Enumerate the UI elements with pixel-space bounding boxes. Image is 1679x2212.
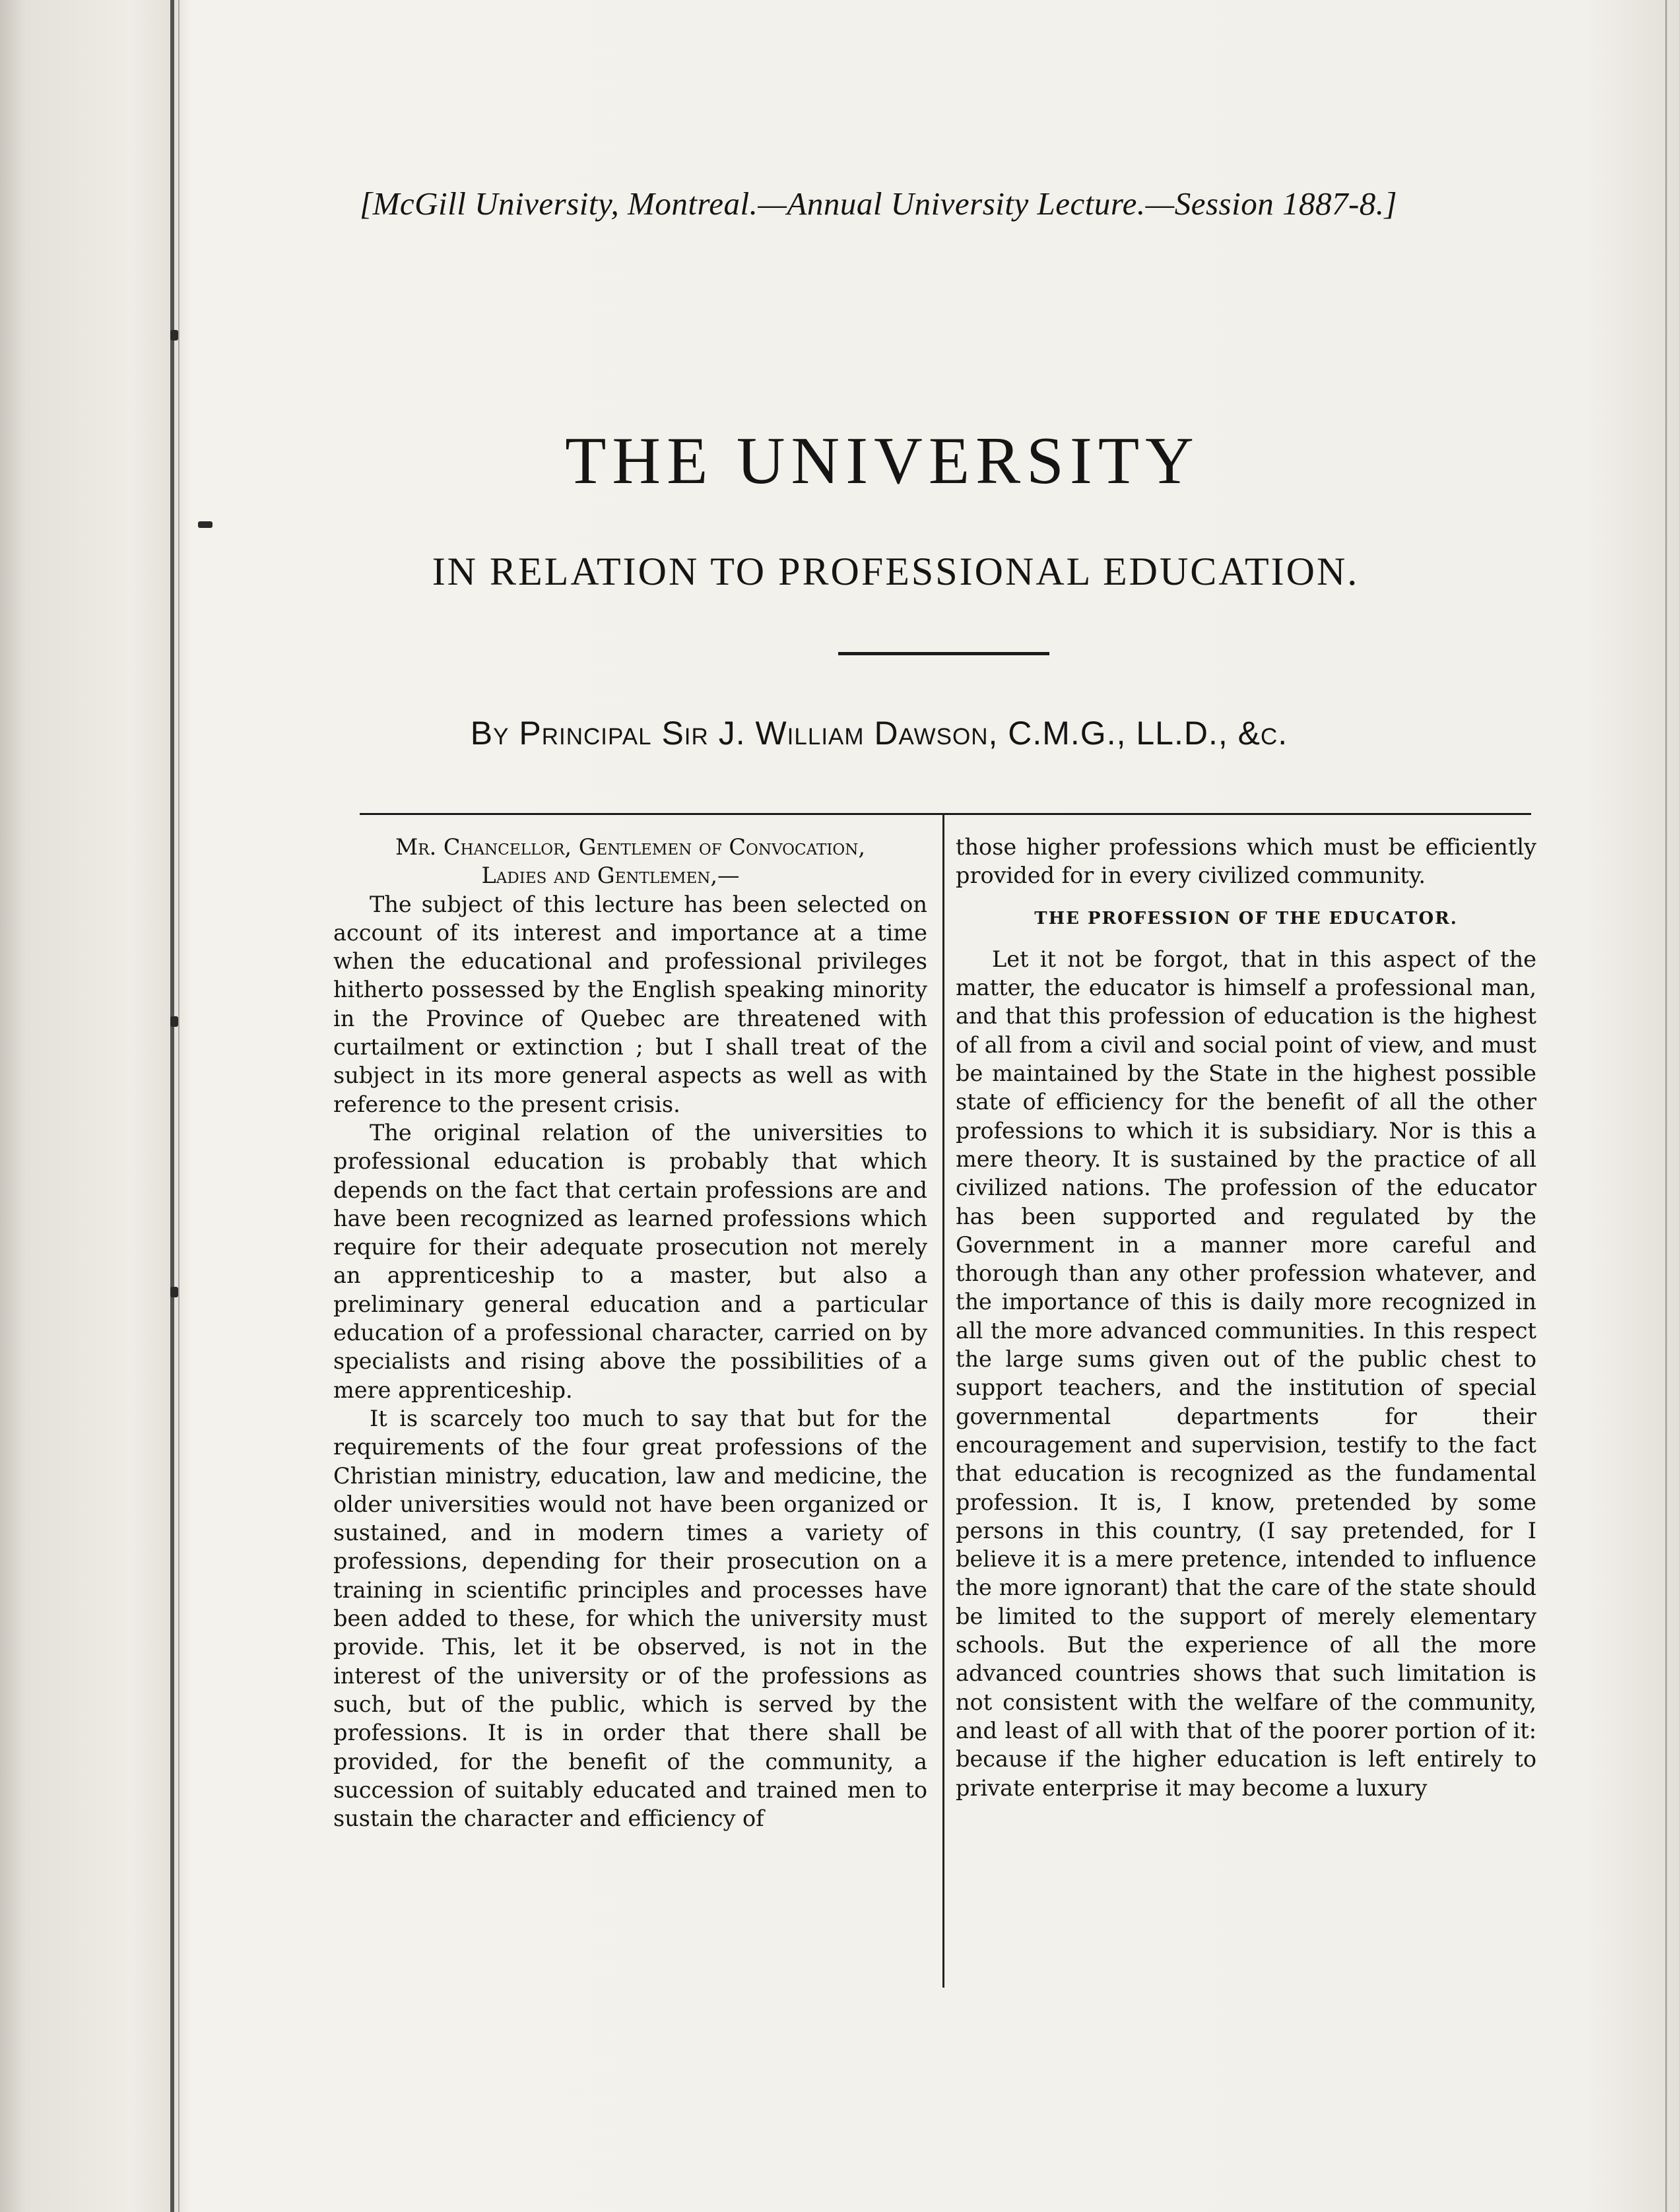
column-divider (942, 813, 944, 1988)
source-header: [McGill University, Montreal.—Annual University Lecture.—Session 1887-8.] (360, 185, 1398, 222)
paragraph: Let it not be forgot, that in this aspect of the matter, the educator is himself a professional man, and that this profession of education is the highest of all from a civil and social point of view, and must be maintained by the State in the highest possible state of efficiency for the benefit of all the other professions to which it is subsidiary. Nor is this a mere theory. It is sustained by the practice of all civilized nations. The profession of the educator has been supported and regulated by the Government in a manner more careful and thorough than any other profession whatever, and the importance of this is daily more recognized in all the more advanced communities. In this respect the large sums given out of the public chest to support teachers, and the institution of special governmental departments for their encouragement and supervision, testify to the fact that education is recognized as the fundamental profession. It is, I know, pretended by some persons in this country, (I say pretended, for I believe it is a mere pretence, intended to influence the more ignorant) that the care of the state should be limited to the support of merely elementary schools. But the experience of all the more advanced countries shows that such limitation is not consistent with the welfare of the community, and least of all with that of the poorer portion of it: because if the higher education is left entirely to private enterprise it may become a luxury (956, 946, 1536, 1801)
salutation-line: Ladies and Gentlemen,— (481, 862, 740, 889)
binding-mark (170, 1287, 178, 1297)
salutation-line: Mr. Chancellor, Gentlemen of Convocation, (395, 834, 866, 860)
binding-mark (198, 521, 213, 528)
paragraph: It is scarcely too much to say that but for the requirements of the four great professions of the Christian ministry, education, law and medicine, the older universities would not have been organized or sustained, and in modern times a variety of professions, depending for their prosecution on a training in scientific principles and processes have been added to these, for which the university must provide. This, let it be observed, is not in the interest of the university or of the professions as such, but of the public, which is served by the professions. It is in order that there shall be provided, for the benefit of the community, a succession of suitably educated and trained men to sustain the character and efficiency of (333, 1405, 927, 1832)
author-byline: By Principal Sir J. William Dawson, C.M.G., LL.D., &c. (470, 715, 1288, 752)
binding-fold-line-secondary (178, 0, 180, 2212)
page-binding-margin (0, 0, 191, 2212)
body-top-rule (360, 813, 1531, 815)
section-heading: THE PROFESSION OF THE EDUCATOR. (1034, 908, 1458, 928)
binding-mark (170, 330, 178, 341)
title-divider (838, 652, 1049, 655)
page-title: THE UNIVERSITY (565, 424, 1200, 498)
left-column (333, 833, 927, 1833)
paragraph: The original relation of the universities to professional education is probably that which depends on the fact that certain professions are and have been recognized as learned professions which require for their adequate prosecution not merely an apprenticeship to a master, but also a preliminary general education and a particular education of a professional character, carried on by specialists and rising above the possibilities of a mere apprenticeship. (333, 1119, 927, 1403)
binding-mark (170, 1016, 178, 1027)
paragraph-continuation: those higher professions which must be efficiently provided for in every civilized community. (956, 834, 1536, 889)
right-column (956, 833, 1536, 1802)
page-subtitle: IN RELATION TO PROFESSIONAL EDUCATION. (432, 550, 1360, 593)
page-right-edge (1665, 0, 1667, 2212)
paragraph: The subject of this lecture has been selected on account of its interest and importance at a time when the educational and professional privileges hitherto possessed by the English speaking minority in the Province of Quebec are threatened with curtailment or extinction ; but I shall treat of the subject in its more general aspects as well as with reference to the present crisis. (333, 891, 927, 1117)
